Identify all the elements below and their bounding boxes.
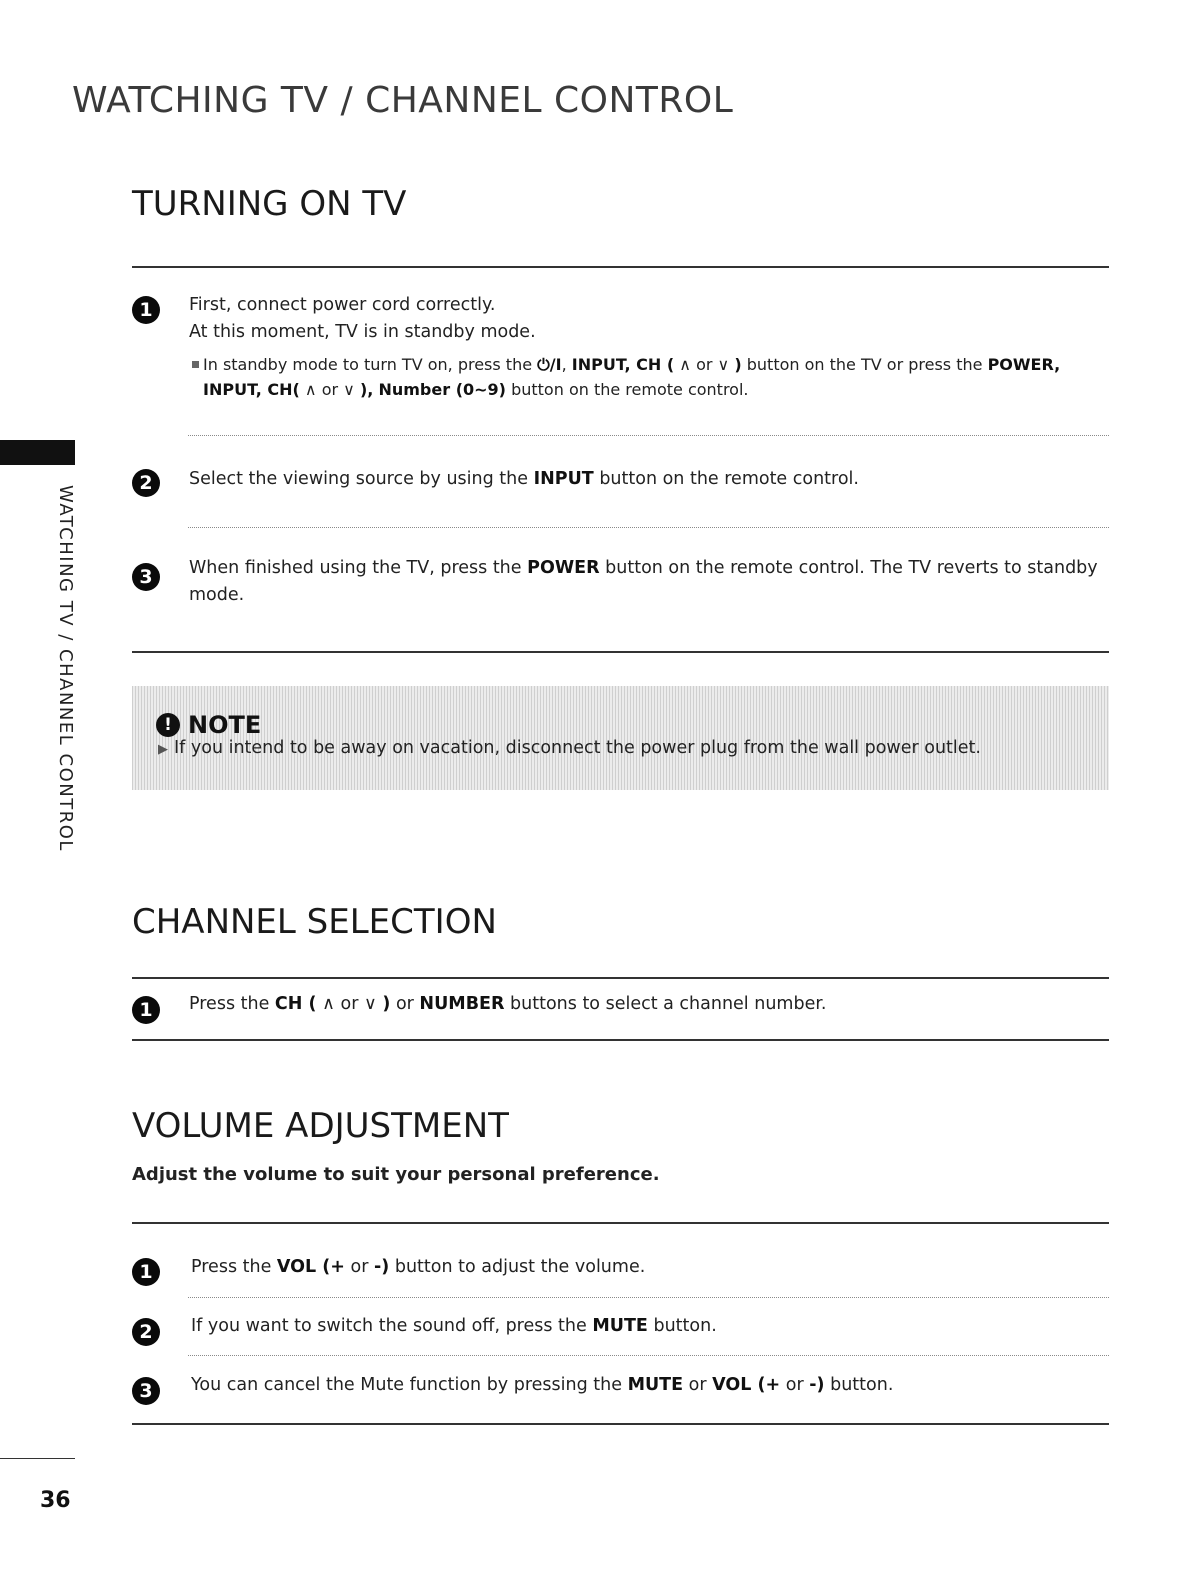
- divider: [132, 977, 1109, 979]
- section-heading-volume: VOLUME ADJUSTMENT: [132, 1106, 509, 1146]
- section-heading-turning-on: TURNING ON TV: [132, 184, 407, 224]
- step-number-1: 1: [132, 1258, 160, 1286]
- channel-step1-text: Press the CH ( ∧ or ∨ ) or NUMBER buttons to select a channel number.: [189, 994, 827, 1014]
- volume-subtitle: Adjust the volume to suit your personal preference.: [132, 1164, 660, 1185]
- volume-step1-text: Press the VOL (+ or -) button to adjust the volume.: [191, 1257, 646, 1277]
- page-number: 36: [40, 1488, 71, 1513]
- divider: [132, 266, 1109, 268]
- side-tab-marker: [0, 440, 75, 465]
- side-tab-label: WATCHING TV / CHANNEL CONTROL: [55, 485, 76, 852]
- up-arrow-icon: ∧: [322, 994, 335, 1014]
- dotted-divider: [188, 1355, 1109, 1356]
- bullet-square-icon: [192, 361, 199, 368]
- step-text: [189, 292, 536, 346]
- volume-step3-text: You can cancel the Mute function by pressing the MUTE or VOL (+ or -) button.: [191, 1375, 894, 1395]
- step-number-2: 2: [132, 1318, 160, 1346]
- step1-line1: First, connect power cord correctly.: [189, 295, 496, 315]
- step-number-2: 2: [132, 469, 160, 497]
- divider: [132, 1423, 1109, 1425]
- page-number-rule: [0, 1458, 75, 1459]
- step2-text: Select the viewing source by using the INPUT button on the remote control.: [189, 469, 859, 489]
- step-number-3: 3: [132, 1377, 160, 1405]
- power-symbol-icon: ⏻/I: [537, 355, 562, 374]
- up-arrow-icon: ∧: [304, 380, 317, 399]
- down-arrow-icon: ∨: [363, 994, 377, 1014]
- step-number-3: 3: [132, 563, 160, 591]
- note-text: ▶ If you intend to be away on vacation, disconnect the power plug from the wall power outlet.: [158, 738, 981, 758]
- step-number-1: 1: [132, 996, 160, 1024]
- step3-text: When finished using the TV, press the POWER button on the remote control. The TV reverts to standby mode.: [189, 558, 1098, 605]
- divider: [132, 651, 1109, 653]
- dotted-divider: [188, 435, 1109, 436]
- volume-step2-text: If you want to switch the sound off, press the MUTE button.: [191, 1316, 717, 1336]
- exclamation-icon: !: [156, 713, 180, 737]
- step-number-1: 1: [132, 296, 160, 324]
- page-title: WATCHING TV / CHANNEL CONTROL: [72, 80, 734, 121]
- section-heading-channel-selection: CHANNEL SELECTION: [132, 902, 497, 942]
- down-arrow-icon: ∨: [717, 355, 730, 374]
- up-arrow-icon: ∧: [679, 355, 691, 374]
- note-title: NOTE: [188, 711, 262, 739]
- dotted-divider: [188, 527, 1109, 528]
- triangle-bullet-icon: ▶: [158, 742, 168, 757]
- step1-bullet: In standby mode to turn TV on, press the ⏻/I, INPUT, CH ( ∧ or ∨ ) button on the TV or press the POWER, INPUT, CH( ∧ or ∨ ), Number (0~9) button on the remote control.: [192, 352, 1087, 402]
- dotted-divider: [188, 1297, 1109, 1298]
- step1-line2: At this moment, TV is in standby mode.: [189, 322, 536, 342]
- note-heading: [156, 711, 261, 739]
- down-arrow-icon: ∨: [343, 380, 355, 399]
- divider: [132, 1039, 1109, 1041]
- divider: [132, 1222, 1109, 1224]
